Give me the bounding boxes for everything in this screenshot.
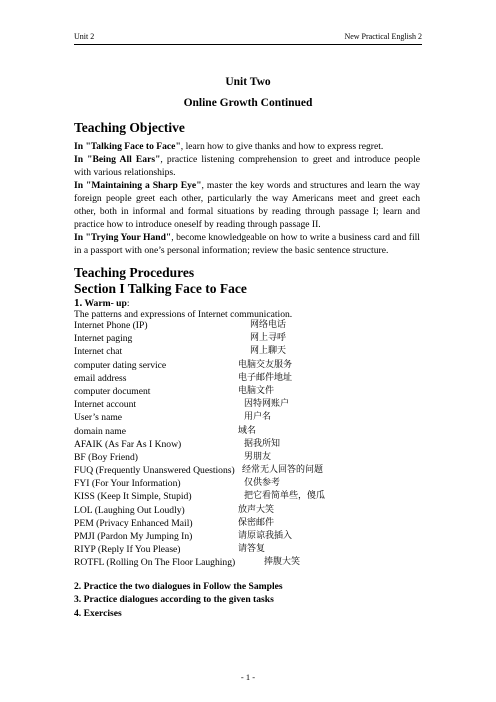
vocab-english: Internet paging — [74, 333, 133, 345]
vocab-chinese: 用户名 — [244, 412, 272, 423]
vocab-row — [74, 319, 434, 332]
vocab-chinese: 捧腹大笑 — [264, 557, 301, 568]
vocab-english: PMJI (Pardon My Jumping In) — [74, 531, 193, 542]
vocab-row — [74, 504, 434, 517]
vocab-row — [74, 477, 434, 490]
vocab-chinese: 电脑文件 — [238, 385, 275, 396]
vocab-row — [74, 411, 434, 424]
vocab-row — [74, 490, 434, 503]
vocab-chinese: 男朋友 — [244, 451, 272, 462]
section-heading: Section I Talking Face to Face — [74, 281, 247, 296]
task-list — [74, 580, 283, 620]
vocab-chinese: 仅供参考 — [244, 478, 281, 489]
vocab-chinese: 网上聊天 — [250, 346, 287, 357]
vocab-english: Internet chat — [74, 346, 123, 358]
warmup-label: Warm- up — [82, 298, 127, 309]
vocab-english: PEM (Privacy Enhanced Mail) — [74, 517, 193, 529]
vocab-list — [74, 319, 434, 570]
header-left: Unit 2 — [74, 32, 95, 41]
page-header — [74, 30, 422, 45]
vocab-row — [74, 543, 434, 556]
vocab-english: User’s name — [74, 412, 123, 424]
vocab-english: computer dating service — [74, 359, 167, 371]
vocab-row — [74, 332, 434, 345]
vocab-row — [74, 345, 434, 358]
vocab-english: FYI (For Your Information) — [74, 478, 181, 490]
vocab-chinese: 把它看简单些，傻瓜 — [244, 491, 326, 502]
vocab-english: AFAIK (As Far As I Know) — [74, 438, 182, 450]
vocab-chinese: 请答复 — [238, 544, 266, 555]
vocab-row — [74, 398, 434, 411]
page-number: - 1 - — [240, 672, 256, 682]
vocab-chinese: 电子邮件地址 — [238, 372, 293, 383]
objective-item — [74, 179, 420, 231]
vocab-english: FUQ (Frequently Unanswered Questions) — [74, 465, 235, 477]
task-item: 4. Exercises — [74, 607, 122, 619]
vocab-chinese: 网上寻呼 — [250, 333, 287, 344]
vocab-english: KISS (Keep It Simple, Stupid) — [74, 491, 192, 503]
vocab-english: RIYP (Reply If You Please) — [74, 544, 181, 556]
vocab-chinese: 电脑交友服务 — [238, 359, 293, 370]
vocab-row — [74, 464, 434, 477]
warmup-colon: : — [126, 298, 130, 309]
objective-text: , practice listening comprehension to greet and introduce people with various relationships. — [74, 154, 420, 178]
vocab-chinese: 放声大笑 — [238, 504, 275, 515]
vocab-english: computer document — [74, 385, 151, 397]
vocab-chinese: 保密邮件 — [238, 517, 275, 528]
vocab-chinese: 经常无人回答的问题 — [242, 465, 324, 476]
unit-title: Unit Two — [225, 76, 271, 88]
warmup-intro: The patterns and expressions of Internet communication. — [74, 309, 293, 320]
vocab-chinese: 因特网账户 — [244, 399, 290, 410]
vocab-english: ROTFL (Rolling On The Floor Laughing) — [74, 557, 236, 569]
vocab-english: domain name — [74, 425, 126, 437]
vocab-chinese: 网络电话 — [250, 320, 287, 330]
vocab-row — [74, 359, 434, 372]
task-item: 2. Practice the two dialogues in Follow the Samples — [74, 581, 283, 592]
unit-subtitle: Online Growth Continued — [183, 97, 313, 109]
vocab-row — [74, 530, 434, 543]
objective-item — [74, 140, 420, 153]
vocab-row — [74, 385, 434, 398]
vocab-row — [74, 451, 434, 464]
objective-lead: In "Being All Ears" — [74, 154, 161, 165]
objective-text: , learn how to give thanks and how to express regret. — [180, 141, 384, 152]
objective-lead: In "Talking Face to Face" — [74, 141, 181, 152]
vocab-english: LOL (Laughing Out Loudly) — [74, 504, 185, 516]
vocab-row — [74, 438, 434, 451]
vocab-english: email address — [74, 372, 127, 384]
vocab-row — [74, 425, 434, 438]
objective-lead: In "Trying Your Hand" — [74, 232, 172, 243]
vocab-row — [74, 517, 434, 530]
vocab-english: BF (Boy Friend) — [74, 451, 138, 463]
vocab-row — [74, 372, 434, 385]
objective-lead: In "Maintaining a Sharp Eye" — [74, 180, 202, 191]
vocab-chinese: 请原谅我插入 — [238, 531, 293, 541]
warmup-number: 1. — [74, 297, 83, 309]
objective-heading: Teaching Objective — [74, 120, 185, 135]
task-item: 3. Practice dialogues according to the given tasks — [74, 594, 274, 606]
objective-item — [74, 231, 420, 257]
header-right: New Practical English 2 — [344, 32, 422, 41]
vocab-row — [74, 556, 434, 569]
vocab-chinese: 域名 — [238, 425, 257, 436]
objective-text: , become knowledgeable on how to write a business card and fill in a passport with one’s personal information; review the basic sentence structure. — [74, 232, 420, 256]
procedures-heading: Teaching Procedures — [74, 265, 195, 280]
vocab-english: Internet Phone (IP) — [74, 320, 148, 331]
objective-item — [74, 153, 420, 179]
vocab-english: Internet account — [74, 399, 137, 411]
vocab-chinese: 据我所知 — [244, 438, 281, 449]
objective-text: , master the key words and structures and learn the way foreign people greet each other, particularly the way Americans meet and greet each other, both in informal and formal situations by reading through passage I; learn and practice how to introduce oneself by reading through passage II. — [74, 180, 421, 230]
